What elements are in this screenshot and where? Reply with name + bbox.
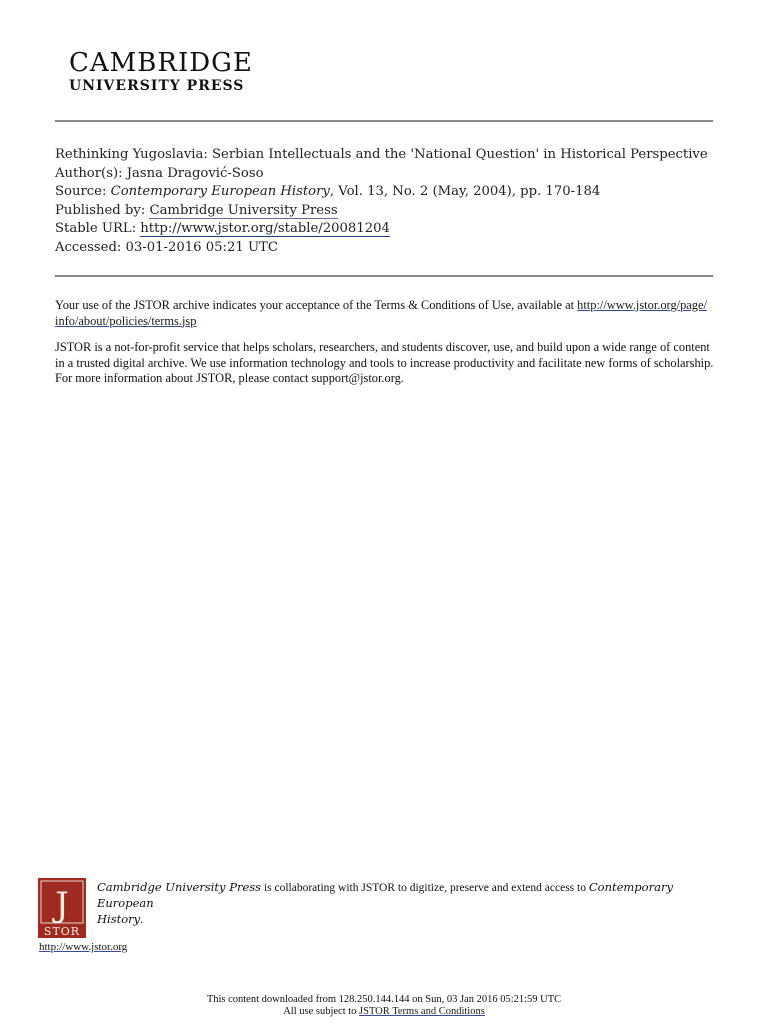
collab-journal-1: Contemporary European <box>97 880 673 910</box>
download-notice: This content downloaded from 128.250.144.144 on Sun, 03 Jan 2016 05:21:59 UTC <box>206 994 562 1005</box>
about-line-2: in a trusted digital archive. We use information technology and tools to increase productivity and facilitate new forms of scholarship. <box>55 355 714 370</box>
publisher-logo-subtitle: UNIVERSITY PRESS <box>69 78 245 94</box>
stable-url-link[interactable]: http://www.jstor.org/stable/20081204 <box>140 221 390 236</box>
stable-url-label: Stable URL: <box>55 221 141 236</box>
source-line <box>55 183 735 202</box>
collab-publisher: Cambridge University Press <box>97 880 262 894</box>
jstor-logo[interactable] <box>38 878 86 938</box>
about-line-1: JSTOR is a not-for-profit service that helps scholars, researchers, and students discover, use, and build upon a wide range of content <box>55 340 710 354</box>
terms-line-1 <box>55 298 715 314</box>
collab-text: is collaborating with JSTOR to digitize, preserve and extend access to <box>261 882 589 894</box>
publisher-logo-name: CAMBRIDGE <box>69 48 253 78</box>
citation-block <box>55 146 735 257</box>
terms-url-link-2[interactable]: info/about/policies/terms.jsp <box>55 313 197 328</box>
article-title: Rethinking Yugoslavia: Serbian Intellectuals and the 'National Question' in Historical Perspective <box>55 147 708 162</box>
source-label: Source: <box>55 184 111 199</box>
authors-line <box>55 165 735 184</box>
middle-divider <box>55 275 713 277</box>
authors-label: Author(s): <box>55 165 127 181</box>
stable-url-line <box>55 220 735 239</box>
jstor-logo-icon <box>38 878 86 938</box>
published-line <box>55 202 735 221</box>
jstor-logo-word: STOR <box>43 925 81 938</box>
top-divider <box>55 120 713 122</box>
jstor-home-link[interactable]: http://www.jstor.org <box>39 941 128 953</box>
about-paragraph <box>55 340 715 387</box>
publisher-link[interactable]: Cambridge University Press <box>149 202 338 218</box>
journal-title: Contemporary European History <box>110 184 330 199</box>
accessed-line: Accessed: 03-01-2016 05:21 UTC <box>55 239 278 255</box>
terms-text: Your use of the JSTOR archive indicates your acceptance of the Terms & Conditions of Use, available at <box>55 298 578 312</box>
terms-notice-prefix: All use subject to <box>283 1006 360 1017</box>
collab-end: . <box>140 914 144 926</box>
jstor-logo-letter: J <box>55 885 69 925</box>
about-line-3: For more information about JSTOR, please contact support@jstor.org. <box>55 371 404 385</box>
terms-notice <box>0 1006 768 1017</box>
published-label: Published by: <box>55 202 150 218</box>
terms-url-link-1[interactable]: http://www.jstor.org/page/ <box>577 298 707 312</box>
terms-line-2 <box>55 314 715 330</box>
authors-value: Jasna Dragović-Soso <box>126 165 264 181</box>
collab-journal-2: History <box>97 912 141 926</box>
collaboration-statement <box>97 880 717 928</box>
jstor-terms-link[interactable]: JSTOR Terms and Conditions <box>359 1006 485 1017</box>
source-details: , Vol. 13, No. 2 (May, 2004), pp. 170-184 <box>329 184 601 199</box>
terms-paragraph <box>55 298 715 329</box>
